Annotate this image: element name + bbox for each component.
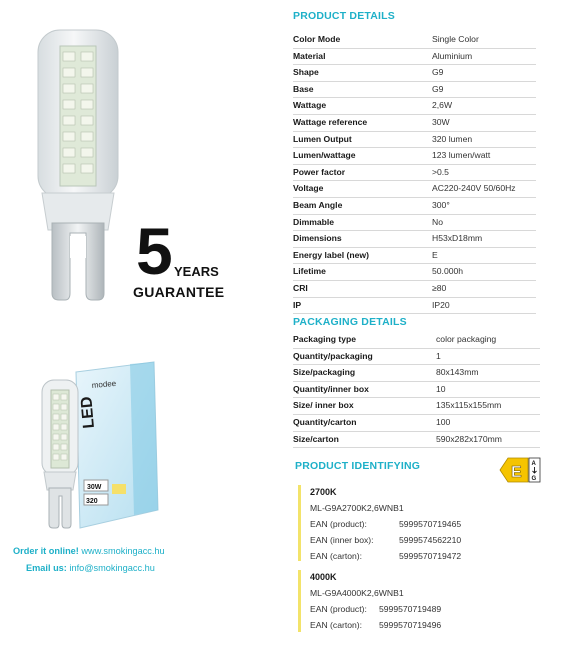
spec-row xyxy=(293,365,540,382)
product-identifying-title: PRODUCT IDENTIFYING xyxy=(295,460,421,472)
spec-value: 300° xyxy=(432,199,450,210)
email-link[interactable]: info@smokingacc.hu xyxy=(69,563,155,573)
product-details-table xyxy=(293,32,536,314)
spec-row xyxy=(293,132,536,149)
spec-label: Power factor xyxy=(293,166,346,177)
g9-bulb-image xyxy=(30,8,130,308)
order-url-link[interactable]: www.smokingacc.hu xyxy=(81,546,165,556)
ean-product-row xyxy=(310,519,462,529)
spec-value: 2,6W xyxy=(432,100,453,111)
ean-product-row xyxy=(310,604,442,614)
ean-value: 5999570719465 xyxy=(399,519,462,529)
spec-label: IP xyxy=(293,299,302,310)
spec-row xyxy=(293,198,536,215)
email-line xyxy=(26,563,155,573)
spec-label: Color Mode xyxy=(293,34,341,44)
energy-scale-top: A xyxy=(531,461,536,467)
package-led-text: LED xyxy=(78,395,98,430)
spec-value: G9 xyxy=(432,67,444,78)
spec-value: 590x282x170mm xyxy=(436,433,502,444)
spec-row xyxy=(293,432,540,449)
spec-value: color packaging xyxy=(436,334,497,344)
spec-value: ≥80 xyxy=(432,282,447,293)
guarantee-years: YEARS xyxy=(174,264,219,279)
spec-row xyxy=(293,181,536,198)
spec-row xyxy=(293,264,536,281)
package-watt: 30W xyxy=(87,484,102,491)
variant-bar xyxy=(298,570,301,632)
spec-row xyxy=(293,415,540,432)
order-online-line xyxy=(13,546,165,556)
spec-value: 50.000h xyxy=(432,266,464,277)
spec-value: 123 lumen/watt xyxy=(432,150,491,161)
spec-value: 135x115x155mm xyxy=(436,400,502,411)
spec-label: Dimensions xyxy=(293,233,342,244)
spec-label: Lumen Output xyxy=(293,133,352,144)
spec-label: Base xyxy=(293,83,314,94)
spec-row xyxy=(293,398,540,415)
spec-value: 30W xyxy=(432,116,450,127)
spec-label: Quantity/packaging xyxy=(293,350,373,361)
ean-value: 5999574562210 xyxy=(399,535,462,545)
spec-row xyxy=(293,298,536,315)
variant-sku: ML-G9A4000K2,6WNB1 xyxy=(310,588,404,598)
ean-value: 5999570719496 xyxy=(379,620,442,630)
package-brand: modee xyxy=(91,378,117,390)
spec-label: Wattage xyxy=(293,100,327,111)
spec-row xyxy=(293,49,536,66)
spec-value: 80x143mm xyxy=(436,367,479,378)
spec-value: E xyxy=(432,249,438,260)
spec-label: Lumen/wattage xyxy=(293,150,356,161)
variant-4000k xyxy=(298,570,548,634)
ean-label: EAN (inner box): xyxy=(310,535,374,545)
spec-value: Single Color xyxy=(432,34,479,44)
spec-label: Packaging type xyxy=(293,334,357,344)
spec-row xyxy=(293,231,536,248)
energy-scale-bottom: G xyxy=(531,476,537,482)
guarantee-number: 5 xyxy=(136,214,173,288)
variant-name: 2700K xyxy=(310,487,337,497)
spec-label: Quantity/carton xyxy=(293,416,357,427)
spec-value: H53xD18mm xyxy=(432,233,483,244)
spec-row xyxy=(293,215,536,232)
email-label: Email us: xyxy=(26,563,67,573)
package-lumen: 320 xyxy=(86,498,98,505)
ean-label: EAN (carton): xyxy=(310,551,363,561)
ean-value: 5999570719489 xyxy=(379,604,442,614)
energy-label-icon xyxy=(498,455,542,485)
spec-value: 1 xyxy=(436,350,441,361)
spec-label: Size/carton xyxy=(293,433,339,444)
packaging-details-title: PACKAGING DETAILS xyxy=(293,316,407,328)
spec-row xyxy=(293,65,536,82)
spec-label: Lifetime xyxy=(293,266,326,277)
spec-value: AC220-240V 50/60Hz xyxy=(432,183,516,194)
ean-label: EAN (product): xyxy=(310,604,367,614)
variant-bar xyxy=(298,485,301,561)
spec-row xyxy=(293,332,540,349)
product-details-title: PRODUCT DETAILS xyxy=(293,10,395,22)
spec-value: G9 xyxy=(432,83,444,94)
ean-carton-row xyxy=(310,551,462,561)
ean-label: EAN (carton): xyxy=(310,620,363,630)
package-image xyxy=(36,360,166,535)
variant-name: 4000K xyxy=(310,572,337,582)
spec-label: Dimmable xyxy=(293,216,335,227)
spec-row xyxy=(293,281,536,298)
order-online-label: Order it online! xyxy=(13,546,79,556)
spec-row xyxy=(293,165,536,182)
spec-row xyxy=(293,148,536,165)
variant-2700k xyxy=(298,485,548,565)
spec-label: Wattage reference xyxy=(293,116,368,127)
spec-label: Quantity/inner box xyxy=(293,383,369,394)
ean-label: EAN (product): xyxy=(310,519,367,529)
ean-carton-row xyxy=(310,620,442,630)
spec-row xyxy=(293,98,536,115)
spec-row xyxy=(293,382,540,399)
guarantee-label: GUARANTEE xyxy=(133,284,225,300)
spec-value: 100 xyxy=(436,416,451,427)
ean-value: 5999570719472 xyxy=(399,551,462,561)
spec-value: No xyxy=(432,216,443,227)
ean-inner-box-row xyxy=(310,535,462,545)
variant-sku: ML-G9A2700K2,6WNB1 xyxy=(310,503,404,513)
energy-class-letter: E xyxy=(511,464,522,481)
spec-label: CRI xyxy=(293,282,308,293)
spec-row xyxy=(293,248,536,265)
packaging-details-table xyxy=(293,332,540,448)
spec-value: 10 xyxy=(436,383,446,394)
spec-label: Material xyxy=(293,50,326,61)
spec-value: IP20 xyxy=(432,299,450,310)
spec-label: Size/ inner box xyxy=(293,400,354,411)
spec-row xyxy=(293,82,536,99)
spec-label: Beam Angle xyxy=(293,199,343,210)
spec-row xyxy=(293,349,540,366)
spec-label: Shape xyxy=(293,67,319,78)
spec-label: Voltage xyxy=(293,183,324,194)
spec-value: Aluminium xyxy=(432,50,473,61)
spec-row xyxy=(293,32,536,49)
spec-row xyxy=(293,115,536,132)
spec-label: Size/packaging xyxy=(293,367,356,378)
spec-label: Energy label (new) xyxy=(293,249,369,260)
spec-value: 320 lumen xyxy=(432,133,473,144)
spec-value: >0.5 xyxy=(432,166,449,177)
